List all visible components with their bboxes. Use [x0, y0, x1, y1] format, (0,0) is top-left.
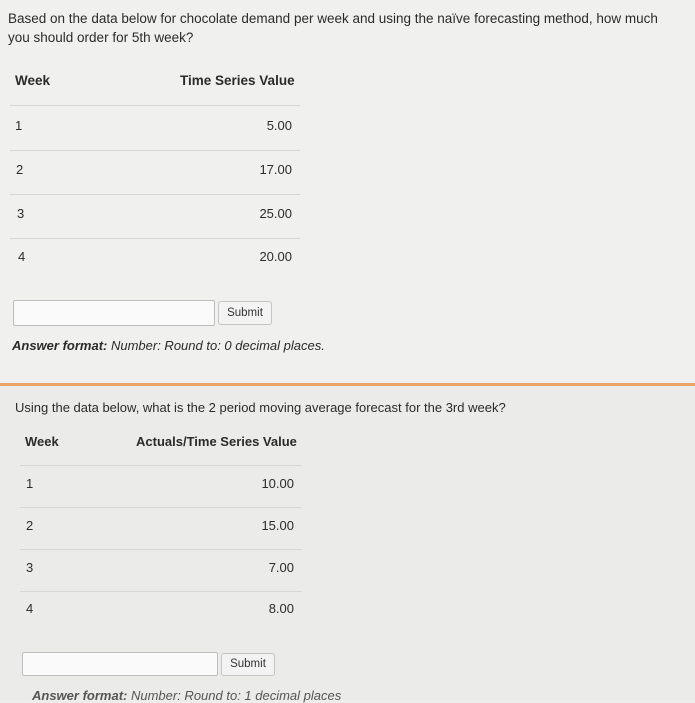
q2-week-cell: 4: [26, 601, 34, 616]
q1-answer-input[interactable]: [13, 300, 215, 326]
q2-format-text: Number: Round to: 1 decimal places: [127, 688, 342, 703]
q2-week-cell: 2: [26, 518, 34, 533]
q1-format-label: Answer format:: [12, 338, 108, 353]
q1-value-cell: 20.00: [259, 249, 292, 264]
q1-header-value: Time Series Value: [180, 73, 295, 88]
q1-header-week: Week: [15, 73, 51, 88]
q1-row-divider: [10, 238, 300, 239]
q2-answer-input[interactable]: [22, 652, 218, 676]
q2-header-value: Actuals/Time Series Value: [136, 434, 297, 449]
q1-submit-button[interactable]: Submit: [218, 301, 272, 325]
q2-value-cell: 10.00: [261, 476, 294, 491]
q2-value-cell: 8.00: [268, 601, 294, 616]
q1-value-cell: 5.00: [266, 118, 292, 133]
q1-week-cell: 4: [18, 249, 26, 264]
q2-row-divider: [20, 549, 302, 550]
q2-value-cell: 15.00: [261, 518, 294, 533]
q2-week-cell: 1: [26, 476, 34, 491]
q2-submit-button[interactable]: Submit: [221, 653, 275, 676]
q1-week-cell: 1: [15, 118, 23, 133]
q2-value-cell: 7.00: [268, 560, 294, 575]
q2-row-divider: [20, 507, 302, 508]
q2-row-divider: [20, 591, 302, 592]
q1-row-divider: [10, 194, 300, 195]
q1-week-cell: 2: [16, 162, 24, 177]
q2-header-week: Week: [25, 434, 59, 449]
question-1-prompt: Based on the data below for chocolate demand per week and using the naïve forecasting method, how much you should order for 5th week?: [8, 11, 658, 45]
q1-value-cell: 17.00: [259, 162, 292, 177]
q1-row-divider: [10, 150, 300, 151]
question-2-panel: [0, 386, 695, 703]
q1-header-divider: [10, 105, 300, 106]
q2-answer-format: [32, 688, 341, 703]
q2-week-cell: 3: [26, 560, 34, 575]
q1-answer-format: [12, 338, 325, 353]
q1-format-text: Number: Round to: 0 decimal places.: [107, 338, 325, 353]
q2-format-label: Answer format:: [32, 688, 128, 703]
q1-value-cell: 25.00: [259, 206, 292, 221]
q1-week-cell: 3: [17, 206, 25, 221]
question-2-prompt: Using the data below, what is the 2 period moving average forecast for the 3rd week?: [15, 400, 506, 415]
q2-header-divider: [20, 465, 302, 466]
